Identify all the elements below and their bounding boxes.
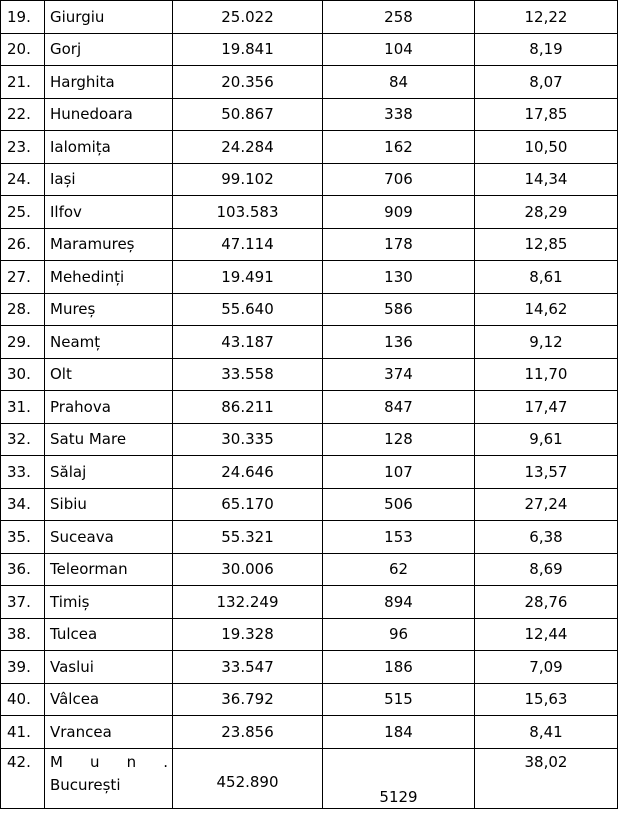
value-col2-cell: 47.114: [173, 228, 323, 261]
row-number-cell: 24.: [1, 163, 45, 196]
table-row: [1, 488, 618, 521]
row-number-cell: 37.: [1, 586, 45, 619]
value-col2-cell: 33.547: [173, 651, 323, 684]
value-col4-cell: 8,61: [475, 261, 618, 294]
value-col4-cell: 11,70: [475, 358, 618, 391]
value-col4-cell: 17,47: [475, 391, 618, 424]
table-row: [1, 163, 618, 196]
row-number-cell: 21.: [1, 66, 45, 99]
row-number-cell: 40.: [1, 683, 45, 716]
value-col3-cell: 96: [323, 618, 475, 651]
value-col3-cell: 338: [323, 98, 475, 131]
value-col2-cell: 33.558: [173, 358, 323, 391]
row-number-cell: 33.: [1, 456, 45, 489]
table-row: [1, 196, 618, 229]
table-row: [1, 521, 618, 554]
value-col3-cell: 586: [323, 293, 475, 326]
county-name-cell: Maramureș: [45, 228, 173, 261]
county-name-cell: Vâlcea: [45, 683, 173, 716]
county-name-cell: Satu Mare: [45, 423, 173, 456]
county-name-cell: Giurgiu: [45, 1, 173, 34]
county-name-cell: Teleorman: [45, 553, 173, 586]
value-col4-cell: 17,85: [475, 98, 618, 131]
county-name-cell: Timiș: [45, 586, 173, 619]
county-name-cell: Iași: [45, 163, 173, 196]
value-col4-cell: 10,50: [475, 131, 618, 164]
table-row: [1, 33, 618, 66]
row-number-cell: 20.: [1, 33, 45, 66]
value-col4-cell: 6,38: [475, 521, 618, 554]
county-name-cell: Olt: [45, 358, 173, 391]
value-col2-cell: 55.321: [173, 521, 323, 554]
row-number-cell: 39.: [1, 651, 45, 684]
row-number-cell: 38.: [1, 618, 45, 651]
value-col4-cell: 27,24: [475, 488, 618, 521]
value-col4-cell: 8,69: [475, 553, 618, 586]
value-col2-cell: 24.284: [173, 131, 323, 164]
value-col3-cell: 374: [323, 358, 475, 391]
value-col2-cell: 452.890: [173, 748, 323, 808]
value-col4-cell: 12,22: [475, 1, 618, 34]
table-row: [1, 391, 618, 424]
row-number-cell: 28.: [1, 293, 45, 326]
value-col2-cell: 30.006: [173, 553, 323, 586]
value-col2-cell: 86.211: [173, 391, 323, 424]
value-col2-cell: 25.022: [173, 1, 323, 34]
value-col2-cell: 19.841: [173, 33, 323, 66]
value-col3-cell: 894: [323, 586, 475, 619]
value-col3-cell: 104: [323, 33, 475, 66]
value-col3-cell: 847: [323, 391, 475, 424]
value-col4-cell: 7,09: [475, 651, 618, 684]
value-col4-cell: 8,19: [475, 33, 618, 66]
county-name-cell: Ialomița: [45, 131, 173, 164]
value-col3-cell: 178: [323, 228, 475, 261]
table-row: [1, 683, 618, 716]
county-name-cell: Vaslui: [45, 651, 173, 684]
name-letter: u: [90, 752, 100, 771]
row-number-cell: 34.: [1, 488, 45, 521]
value-col4-cell: 9,61: [475, 423, 618, 456]
table-row: [1, 293, 618, 326]
county-name-cell: Prahova: [45, 391, 173, 424]
county-name-cell: [45, 748, 173, 808]
value-col3-cell: 506: [323, 488, 475, 521]
row-number-cell: 23.: [1, 131, 45, 164]
table-row: [1, 618, 618, 651]
name-line2: București: [50, 775, 121, 794]
value-col4-cell: 15,63: [475, 683, 618, 716]
value-col2-cell: 43.187: [173, 326, 323, 359]
county-name-cell: Sălaj: [45, 456, 173, 489]
value-col2-cell: 36.792: [173, 683, 323, 716]
value-col3-cell: 515: [323, 683, 475, 716]
value-col3-cell: 84: [323, 66, 475, 99]
value-col4-cell: 12,85: [475, 228, 618, 261]
value-col3-cell: 107: [323, 456, 475, 489]
value-col3-cell: 706: [323, 163, 475, 196]
row-number-cell: 35.: [1, 521, 45, 554]
value-col3-cell: 128: [323, 423, 475, 456]
value-col4-cell: 8,07: [475, 66, 618, 99]
county-name-cell: Suceava: [45, 521, 173, 554]
table-row: [1, 651, 618, 684]
value-col4-cell: 38,02: [475, 748, 618, 808]
value-col2-cell: 65.170: [173, 488, 323, 521]
value-col2-cell: 24.646: [173, 456, 323, 489]
value-col3-cell: 130: [323, 261, 475, 294]
row-number-cell: 36.: [1, 553, 45, 586]
name-letter: n: [126, 752, 137, 771]
value-col2-cell: 99.102: [173, 163, 323, 196]
value-col4-cell: 9,12: [475, 326, 618, 359]
row-number-cell: 27.: [1, 261, 45, 294]
value-col2-cell: 19.491: [173, 261, 323, 294]
value-col2-cell: 30.335: [173, 423, 323, 456]
table-row: [1, 456, 618, 489]
table-row: [1, 261, 618, 294]
table-row: [1, 748, 618, 808]
county-name-cell: Neamț: [45, 326, 173, 359]
value-col3-cell: 136: [323, 326, 475, 359]
value-col4-cell: 28,29: [475, 196, 618, 229]
table-row: [1, 66, 618, 99]
name-line1: [50, 753, 168, 771]
county-name-cell: Gorj: [45, 33, 173, 66]
row-number-cell: 26.: [1, 228, 45, 261]
value-col2-cell: 50.867: [173, 98, 323, 131]
row-number-cell: 22.: [1, 98, 45, 131]
row-number-cell: 41.: [1, 716, 45, 749]
value-col2-cell: 132.249: [173, 586, 323, 619]
table-row: [1, 358, 618, 391]
value-col4-cell: 14,34: [475, 163, 618, 196]
county-name-cell: Mureș: [45, 293, 173, 326]
row-number-cell: 29.: [1, 326, 45, 359]
value-col3-cell: 184: [323, 716, 475, 749]
value-col3-cell: 5129: [323, 748, 475, 808]
row-number-cell: 30.: [1, 358, 45, 391]
county-name-cell: Ilfov: [45, 196, 173, 229]
name-letter: .: [163, 752, 168, 771]
value-col3-cell: 162: [323, 131, 475, 164]
value-col4-cell: 8,41: [475, 716, 618, 749]
row-number-cell: 32.: [1, 423, 45, 456]
table-row: [1, 228, 618, 261]
county-name-cell: Hunedoara: [45, 98, 173, 131]
value-col3-cell: 258: [323, 1, 475, 34]
county-name-cell: Harghita: [45, 66, 173, 99]
county-name-cell: Vrancea: [45, 716, 173, 749]
row-number-cell: 25.: [1, 196, 45, 229]
value-col2-cell: 19.328: [173, 618, 323, 651]
value-col4-cell: 12,44: [475, 618, 618, 651]
table-row: [1, 1, 618, 34]
value-col3-cell: 186: [323, 651, 475, 684]
value-col3-cell: 153: [323, 521, 475, 554]
value-col4-cell: 14,62: [475, 293, 618, 326]
county-name-cell: Mehedinți: [45, 261, 173, 294]
table-row: [1, 423, 618, 456]
row-number-cell: 31.: [1, 391, 45, 424]
table-row: [1, 326, 618, 359]
row-number-cell: 42.: [1, 748, 45, 808]
table-row: [1, 553, 618, 586]
table-row: [1, 98, 618, 131]
value-col4-cell: 13,57: [475, 456, 618, 489]
row-number-cell: 19.: [1, 1, 45, 34]
value-col3-cell: 909: [323, 196, 475, 229]
value-col2-cell: 23.856: [173, 716, 323, 749]
county-name-cell: Tulcea: [45, 618, 173, 651]
table-row: [1, 586, 618, 619]
value-col2-cell: 55.640: [173, 293, 323, 326]
table-body: [1, 1, 618, 809]
county-name-cell: Sibiu: [45, 488, 173, 521]
table-row: [1, 716, 618, 749]
value-col2-cell: 103.583: [173, 196, 323, 229]
name-letter: M: [50, 752, 63, 771]
value-col3-cell: 62: [323, 553, 475, 586]
table-row: [1, 131, 618, 164]
value-col2-cell: 20.356: [173, 66, 323, 99]
value-col4-cell: 28,76: [475, 586, 618, 619]
